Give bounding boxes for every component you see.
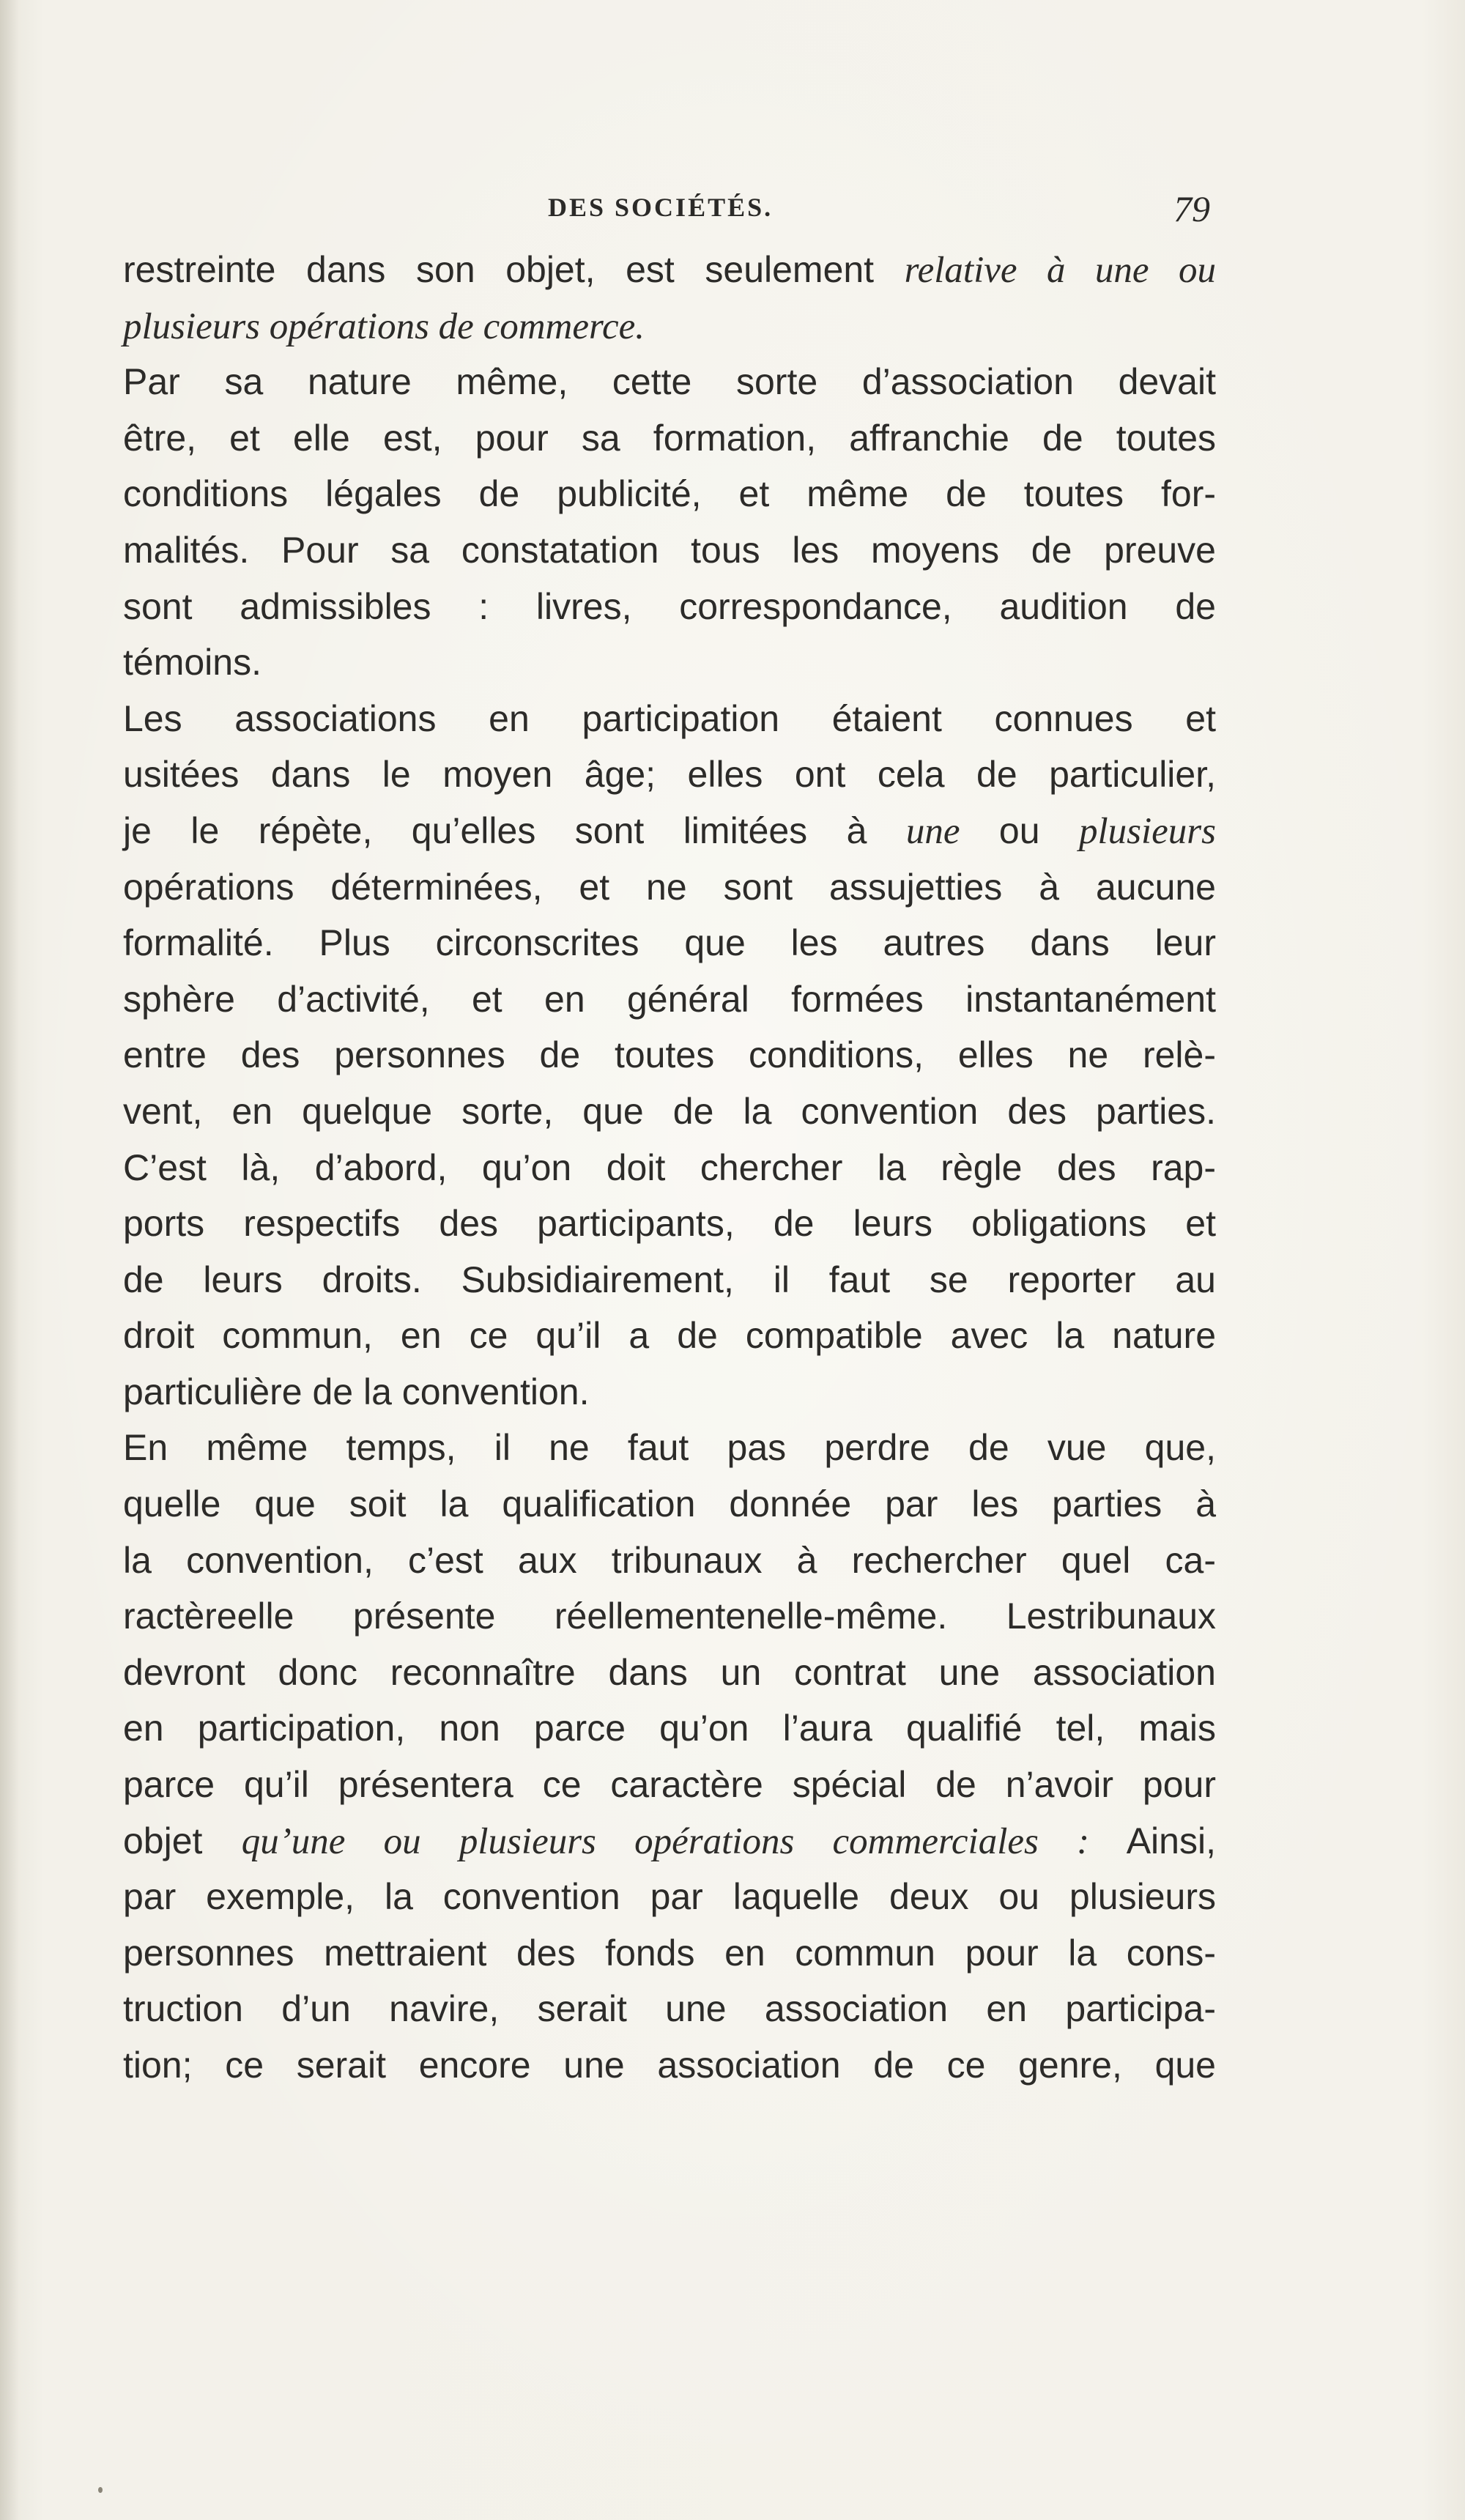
text-run: En même temps, il ne faut pas perdre de vue que, xyxy=(123,1427,1216,1469)
text-line xyxy=(123,410,1216,467)
text-run: entre des personnes de toutes conditions, elles ne relè- xyxy=(123,1034,1216,1076)
text-run: malités. Pour sa constatation tous les moyens de preuve xyxy=(123,529,1216,571)
italic-text: une xyxy=(905,810,960,852)
text-line xyxy=(123,971,1216,1028)
text-line xyxy=(123,579,1216,635)
text-line xyxy=(123,1420,1216,1476)
text-line xyxy=(123,522,1216,579)
text-run: sphère d’activité, et en général formées instantanément xyxy=(123,978,1216,1020)
text-run: droit commun, en ce qu’il a de compatible avec la nature xyxy=(123,1315,1216,1357)
text-line xyxy=(123,466,1216,522)
text-line xyxy=(123,859,1216,916)
italic-text: plusieurs xyxy=(1078,810,1217,852)
text-line xyxy=(123,354,1216,410)
text-line xyxy=(123,1588,1216,1645)
body-text xyxy=(123,242,1216,2094)
text-run: sont admissibles : livres, correspondance, audition de xyxy=(123,585,1216,627)
text-run: la convention, c’est aux tribunaux à rechercher quel ca- xyxy=(123,1539,1216,1581)
text-line xyxy=(123,1869,1216,1925)
text-line xyxy=(123,2037,1216,2094)
text-line xyxy=(123,1252,1216,1308)
italic-text: qu’une ou plusieurs opérations commerciales : xyxy=(241,1820,1090,1862)
text-run: Par sa nature même, cette sorte d’association devait xyxy=(123,361,1216,403)
text-run: je le répète, qu’elles sont limitées à xyxy=(123,809,906,851)
running-title: DES SOCIÉTÉS. xyxy=(548,193,774,222)
text-run: de leurs droits. Subsidiairement, il faut se reporter au xyxy=(123,1259,1216,1300)
text-run: formalité. Plus circonscrites que les autres dans leur xyxy=(123,922,1216,964)
text-line xyxy=(123,1645,1216,1701)
text-line xyxy=(123,1700,1216,1757)
text-run: particulière de la convention. xyxy=(123,1371,590,1412)
text-run: devront donc reconnaître dans un contrat une association xyxy=(123,1651,1216,1693)
text-run: opérations déterminées, et ne sont assujetties à aucune xyxy=(123,866,1216,908)
text-line xyxy=(123,1533,1216,1589)
text-run: parce qu’il présentera ce caractère spécial de n’avoir pour xyxy=(123,1764,1216,1806)
text-line xyxy=(123,915,1216,971)
text-run: objet xyxy=(123,1820,242,1861)
page-number: 79 xyxy=(1173,188,1210,229)
text-line xyxy=(123,1813,1216,1869)
text-line xyxy=(123,1925,1216,1982)
text-line xyxy=(123,803,1216,859)
text-run: par exemple, la convention par laquelle deux ou plusieurs xyxy=(123,1876,1216,1918)
text-line xyxy=(123,298,1216,355)
italic-text: relative à une ou xyxy=(904,250,1217,291)
text-run: ractèreelle présente réellementenelle-même. Lestribunaux xyxy=(123,1596,1216,1637)
text-line xyxy=(123,242,1216,298)
running-head xyxy=(0,188,1465,236)
text-run: ou xyxy=(960,809,1079,851)
text-run: personnes mettraient des fonds en commun pour la cons- xyxy=(123,1932,1216,1974)
text-run: usitées dans le moyen âge; elles ont cela de particulier, xyxy=(123,754,1216,796)
text-run: truction d’un navire, serait une association en participa- xyxy=(123,1988,1216,2030)
text-run: ports respectifs des participants, de leurs obligations et xyxy=(123,1203,1216,1245)
text-run: Ainsi, xyxy=(1089,1820,1216,1861)
text-line xyxy=(123,1196,1216,1252)
text-run: vent, en quelque sorte, que de la convention des parties. xyxy=(123,1090,1216,1132)
page-gutter-shadow xyxy=(0,0,19,2520)
text-line xyxy=(123,1140,1216,1196)
text-run: conditions légales de publicité, et même de toutes for- xyxy=(123,473,1216,515)
text-run: tion; ce serait encore une association de ce genre, que xyxy=(123,2045,1216,2086)
text-run: restreinte dans son objet, est seulement xyxy=(123,249,905,290)
italic-text: plusieurs opérations de commerce. xyxy=(123,305,645,347)
text-line xyxy=(123,691,1216,747)
text-line xyxy=(123,1364,1216,1420)
text-line xyxy=(123,1476,1216,1533)
text-run: C’est là, d’abord, qu’on doit chercher la règle des rap- xyxy=(123,1146,1216,1188)
text-run: Les associations en participation étaient connues et xyxy=(123,697,1216,739)
text-run: témoins. xyxy=(123,642,262,683)
text-line xyxy=(123,1308,1216,1364)
text-line xyxy=(123,1981,1216,2037)
text-line xyxy=(123,1083,1216,1140)
paper-speck xyxy=(98,2487,103,2493)
text-line xyxy=(123,746,1216,803)
text-line xyxy=(123,634,1216,691)
text-run: quelle que soit la qualification donnée par les parties à xyxy=(123,1483,1216,1525)
text-run: en participation, non parce qu’on l’aura qualifié tel, mais xyxy=(123,1708,1216,1749)
text-line xyxy=(123,1027,1216,1083)
text-run: être, et elle est, pour sa formation, affranchie de toutes xyxy=(123,417,1216,459)
text-line xyxy=(123,1757,1216,1813)
